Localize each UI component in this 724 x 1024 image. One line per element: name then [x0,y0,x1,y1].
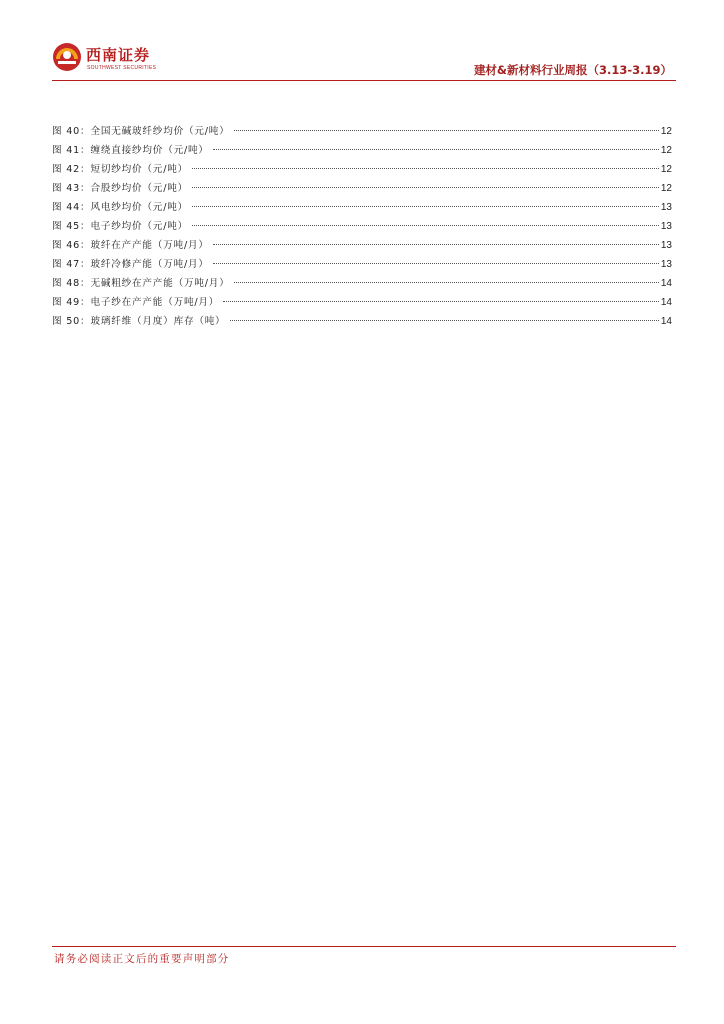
footer-divider [52,946,676,947]
toc-entry-label: 图 47：玻纤冷修产能（万吨/月） [52,259,209,270]
toc-entry-page: 12 [660,145,672,156]
toc-entry[interactable] [52,198,672,217]
toc-entry-label: 图 48：无碱粗纱在产产能（万吨/月） [52,278,230,289]
toc-entry[interactable] [52,312,672,331]
toc-entry-page: 14 [660,297,672,308]
toc-entry-page: 13 [660,221,672,232]
header-divider [52,80,676,81]
toc-entry[interactable] [52,179,672,198]
toc-entry-label: 图 42：短切纱均价（元/吨） [52,164,189,175]
toc-entry-label: 图 43：合股纱均价（元/吨） [52,183,189,194]
toc-entry-page: 14 [660,278,672,289]
toc-entry-label: 图 49：电子纱在产产能（万吨/月） [52,297,220,308]
toc-dot-leader [192,187,659,188]
toc-entry[interactable] [52,236,672,255]
toc-entry-label: 图 44：风电纱均价（元/吨） [52,202,189,213]
toc-dot-leader [230,320,659,321]
toc-dot-leader [213,149,659,150]
toc-entry-page: 12 [660,126,672,137]
logo-text-cn: 西南证券 [86,46,151,64]
toc-entry-page: 13 [660,202,672,213]
footer-notice: 请务必阅读正文后的重要声明部分 [54,953,230,965]
toc-entry[interactable] [52,122,672,141]
southwest-securities-logo-icon [52,42,82,72]
toc-dot-leader [223,301,659,302]
toc-entry-label: 图 50：玻璃纤维（月度）库存（吨） [52,316,226,327]
toc-dot-leader [192,206,659,207]
toc-entry-label: 图 40：全国无碱玻纤纱均价（元/吨） [52,126,230,137]
toc-dot-leader [234,282,659,283]
toc-entry[interactable] [52,274,672,293]
toc-entry-page: 13 [660,240,672,251]
toc-entry-page: 12 [660,164,672,175]
toc-entry[interactable] [52,160,672,179]
toc-entry[interactable] [52,217,672,236]
toc-dot-leader [192,168,659,169]
toc-entry-label: 图 41：缠绕直接纱均价（元/吨） [52,145,209,156]
toc-entry-label: 图 46：玻纤在产产能（万吨/月） [52,240,209,251]
figure-list [52,122,672,331]
toc-entry-page: 13 [660,259,672,270]
toc-entry-page: 14 [660,316,672,327]
page-header [52,40,676,82]
toc-entry-label: 图 45：电子纱均价（元/吨） [52,221,189,232]
toc-dot-leader [192,225,659,226]
company-logo [52,40,162,80]
toc-dot-leader [234,130,659,131]
logo-text-en: SOUTHWEST SECURITIES [87,65,157,71]
toc-entry[interactable] [52,255,672,274]
toc-entry-page: 12 [660,183,672,194]
toc-dot-leader [213,244,659,245]
report-title: 建材&新材料行业周报（3.13-3.19） [473,63,672,77]
toc-entry[interactable] [52,141,672,160]
toc-entry[interactable] [52,293,672,312]
toc-dot-leader [213,263,659,264]
